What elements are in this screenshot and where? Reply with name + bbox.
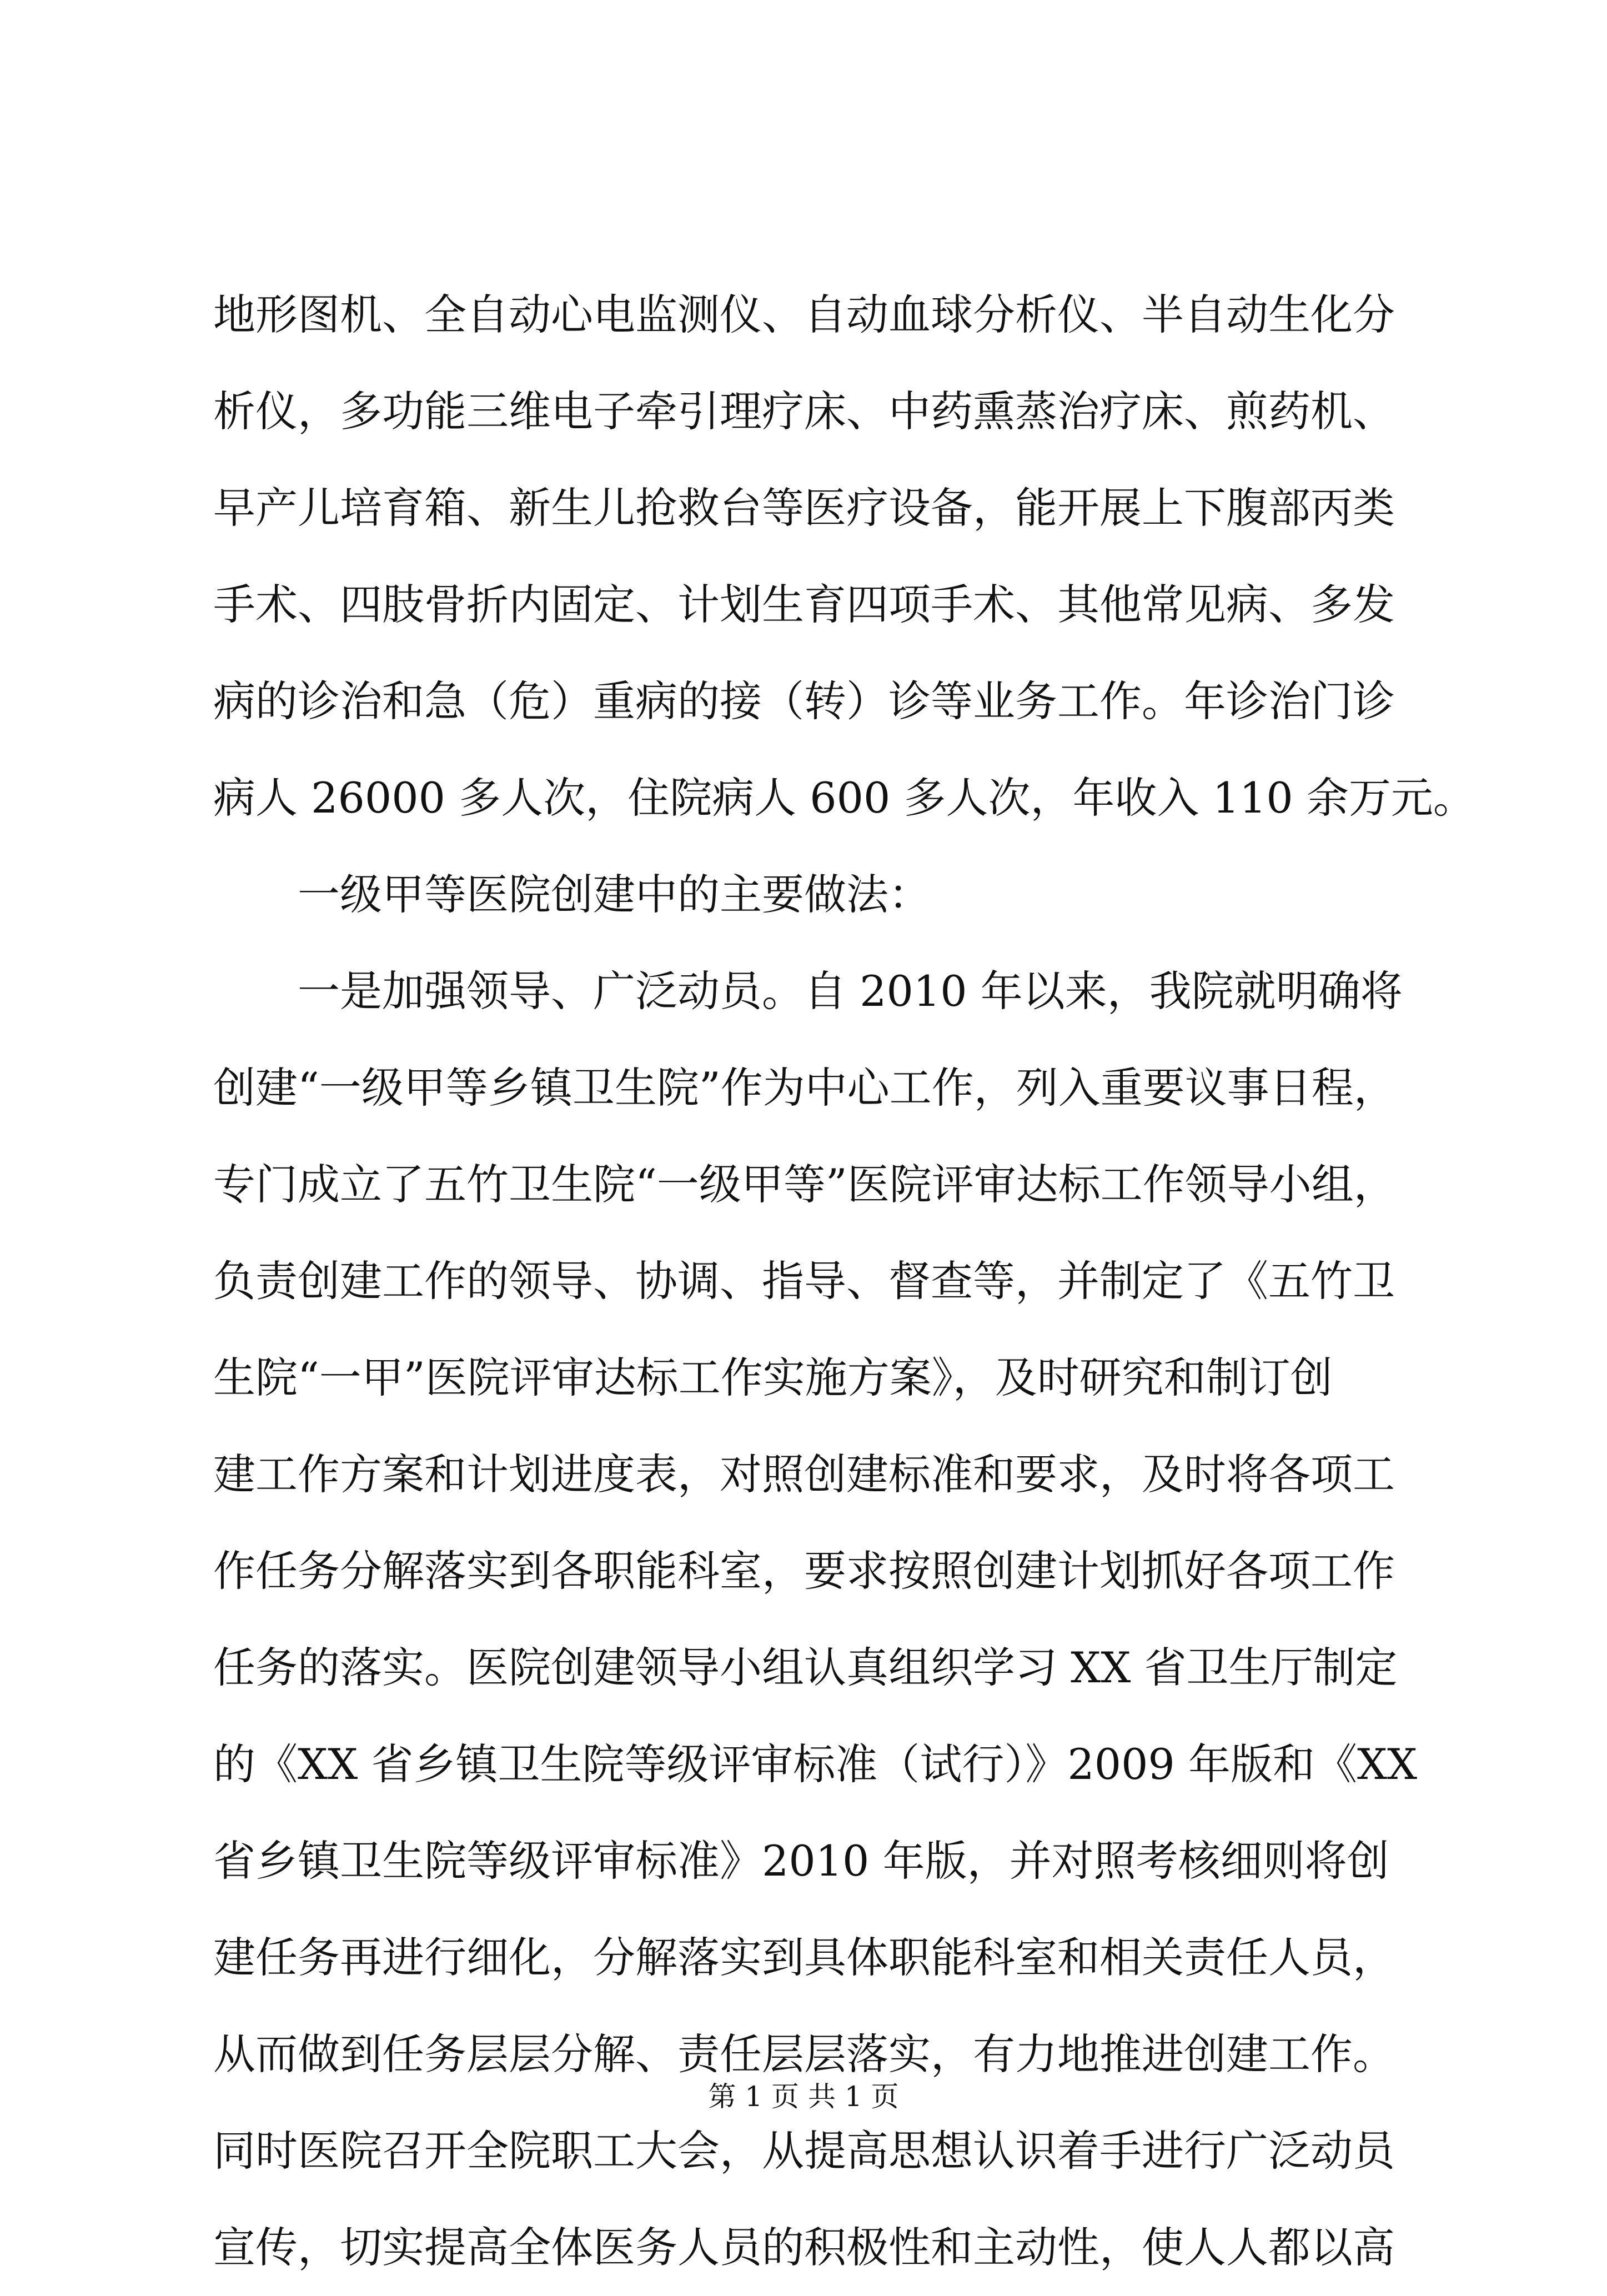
page-number-label: 第 1 页 共 1 页: [708, 2081, 899, 2113]
text-line: 生院“一甲”医院评审达标工作实施方案》，及时研究和制订创: [213, 1353, 1333, 1402]
text-line: 负责创建工作的领导、协调、指导、督查等，并制定了《五竹卫: [213, 1256, 1395, 1306]
text-line: 析仪，多功能三维电子牵引理疗床、中药熏蒸治疗床、煎药机、: [213, 387, 1395, 436]
text-line: 手术、四肢骨折内固定、计划生育四项手术、其他常见病、多发: [213, 580, 1395, 629]
text-line: 的《XX 省乡镇卫生院等级评审标准（试行）》2009 年版和《XX: [213, 1739, 1418, 1789]
text-line: 作任务分解落实到各职能科室，要求按照创建计划抓好各项工作: [213, 1546, 1395, 1596]
text-line: 从而做到任务层层分解、责任层层落实，有力地推进创建工作。: [213, 2029, 1395, 2079]
text-line: 地形图机、全自动心电监测仪、自动血球分析仪、半自动生化分: [213, 290, 1395, 339]
body-text: [213, 267, 1475, 2296]
text-line: 病人 26000 多人次，住院病人 600 多人次，年收入 110 余万元。: [213, 773, 1475, 823]
text-line: 专门成立了五竹卫生院“一级甲等”医院评审达标工作领导小组，: [213, 1160, 1396, 1209]
text-line: 省乡镇卫生院等级评审标准》2010 年版，并对照考核细则将创: [213, 1836, 1389, 1886]
text-line: 建工作方案和计划进度表，对照创建标准和要求，及时将各项工: [213, 1450, 1395, 1499]
text-line: 建任务再进行细化，分解落实到具体职能科室和相关责任人员，: [213, 1933, 1395, 1982]
text-line: 创建“一级甲等乡镇卫生院”作为中心工作，列入重要议事日程，: [213, 1063, 1396, 1112]
text-line: 宣传，切实提高全体医务人员的积极性和主动性，使人人都以高: [213, 2223, 1395, 2272]
text-line: 早产儿培育箱、新生儿抢救台等医疗设备，能开展上下腹部丙类: [213, 483, 1395, 533]
paragraph-first-line: 一是加强领导、广泛动员。自 2010 年以来，我院就明确将: [298, 966, 1403, 1016]
text-line: 同时医院召开全院职工大会，从提高思想认识着手进行广泛动员: [213, 2126, 1395, 2175]
page-footer: [0, 2077, 1607, 2116]
section-heading: 一级甲等医院创建中的主要做法：: [298, 870, 931, 919]
text-line: 任务的落实。医院创建领导小组认真组织学习 XX 省卫生厅制定: [213, 1643, 1398, 1692]
text-line: 病的诊治和急（危）重病的接（转）诊等业务工作。年诊治门诊: [213, 676, 1395, 726]
